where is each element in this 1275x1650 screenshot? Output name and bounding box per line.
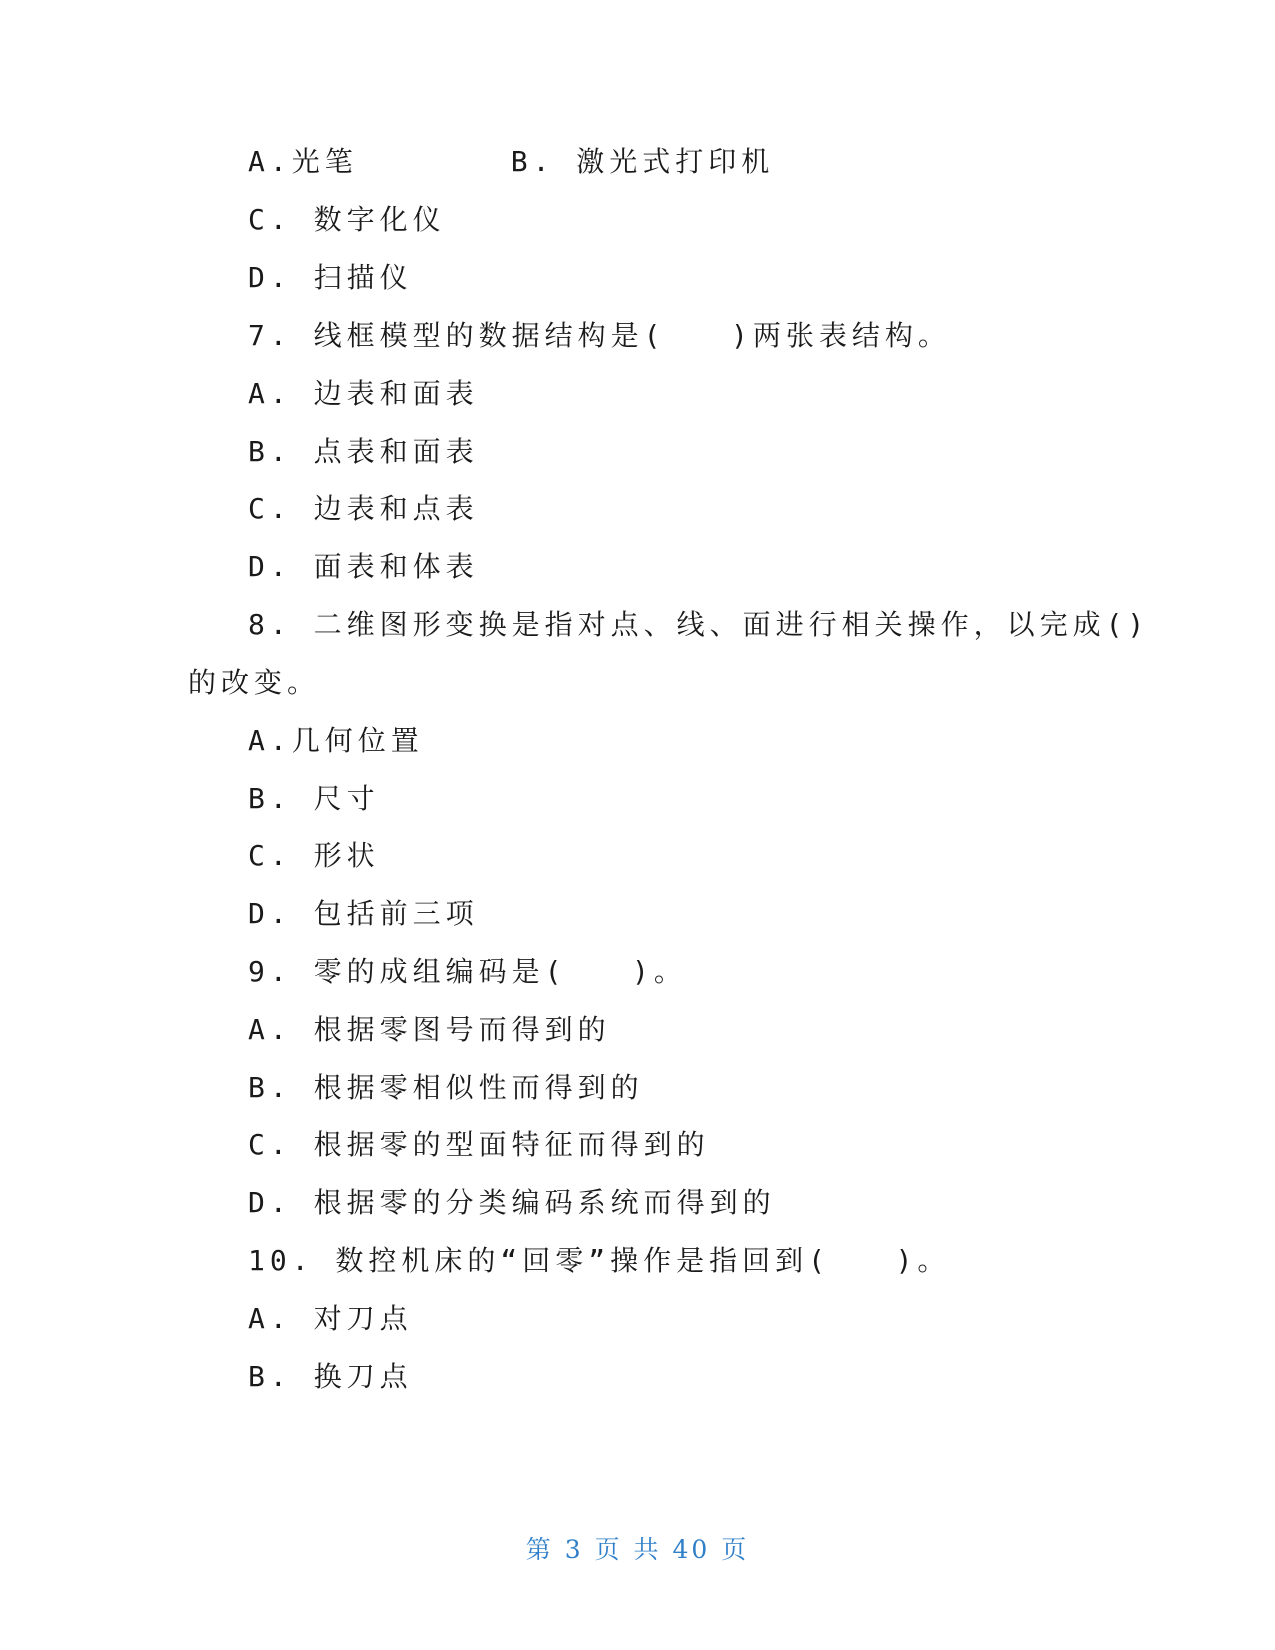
question-10: 10. 数控机床的“回零”操作是指回到( )。 (248, 1244, 951, 1277)
option-d-line: D. 扫描仪 (248, 261, 413, 294)
q8-option-c: C. 形状 (248, 839, 380, 872)
question-7: 7. 线框模型的数据结构是( )两张表结构。 (248, 319, 951, 352)
option-a-b-line: A.光笔 B. 激光式打印机 (248, 145, 775, 178)
q9-option-d: D. 根据零的分类编码系统而得到的 (248, 1186, 776, 1219)
q7-option-c: C. 边表和点表 (248, 492, 479, 525)
question-9: 9. 零的成组编码是( )。 (248, 955, 687, 988)
question-8: 8. 二维图形变换是指对点、线、面进行相关操作，以完成() (248, 608, 1150, 641)
q7-option-a: A. 边表和面表 (248, 377, 479, 410)
page-footer: 第 3 页 共 40 页 (525, 1535, 750, 1564)
option-c-line: C. 数字化仪 (248, 203, 446, 236)
q8-option-b: B. 尺寸 (248, 782, 380, 815)
q8-option-d: D. 包括前三项 (248, 897, 479, 930)
q9-option-b: B. 根据零相似性而得到的 (248, 1071, 644, 1104)
q9-option-a: A. 根据零图号而得到的 (248, 1013, 611, 1046)
q10-option-b: B. 换刀点 (248, 1360, 413, 1393)
q9-option-c: C. 根据零的型面特征而得到的 (248, 1128, 710, 1161)
q7-option-d: D. 面表和体表 (248, 550, 479, 583)
q10-option-a: A. 对刀点 (248, 1302, 413, 1335)
question-8-continued: 的改变。 (188, 666, 321, 699)
q7-option-b: B. 点表和面表 (248, 435, 479, 468)
q8-option-a: A.几何位置 (248, 724, 424, 757)
